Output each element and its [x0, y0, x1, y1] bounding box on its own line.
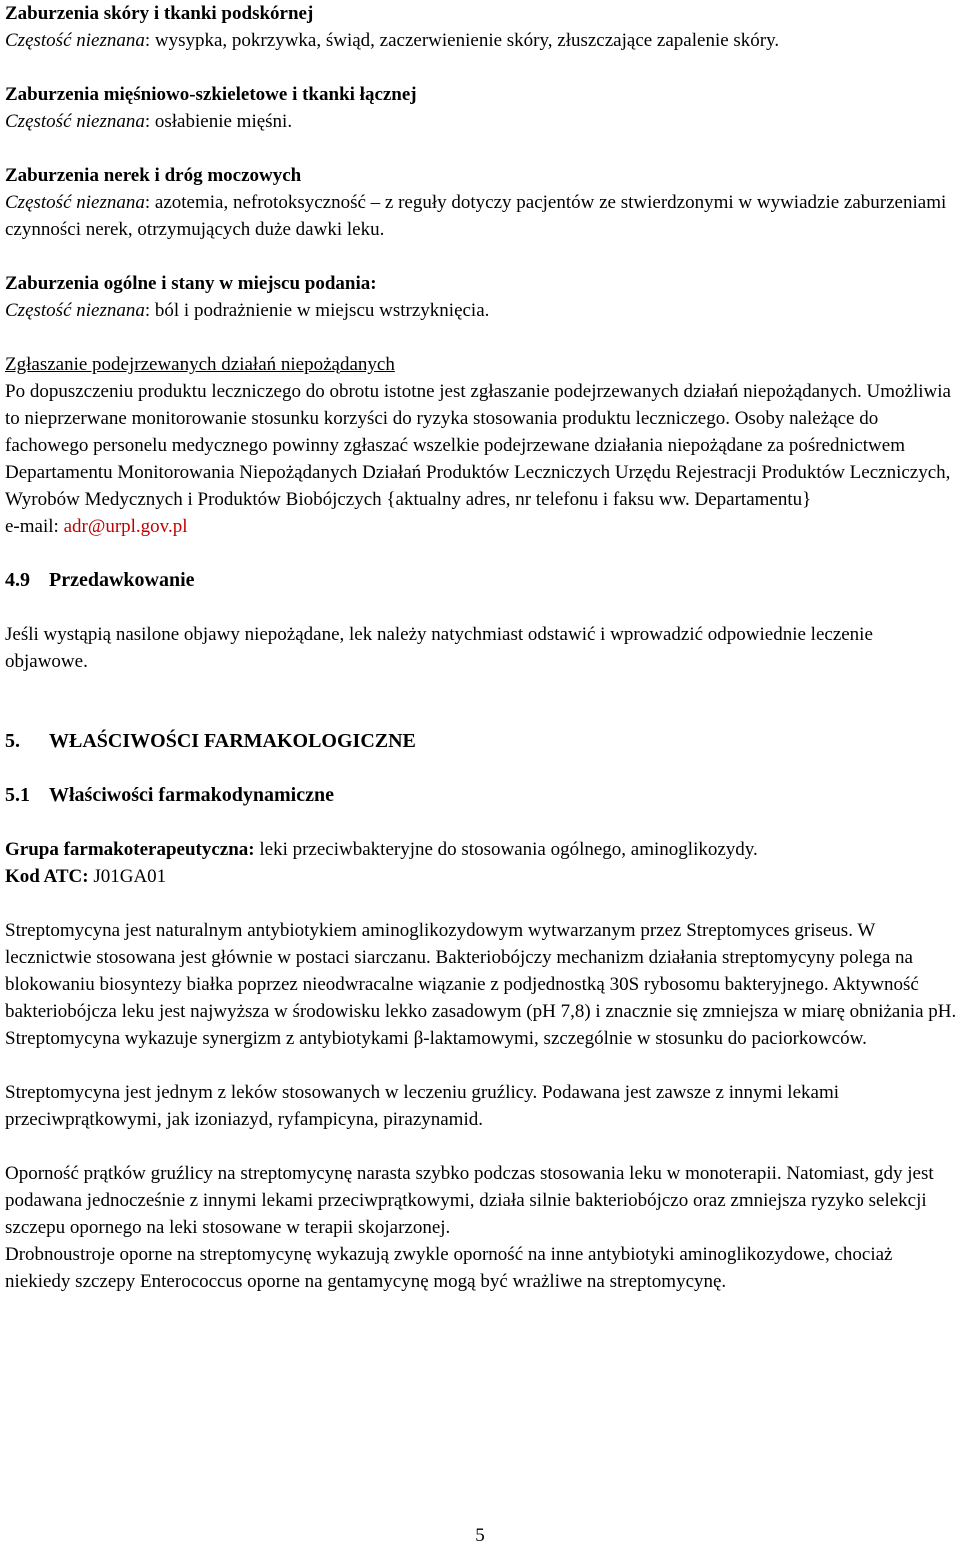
atc-label: Kod ATC:: [5, 866, 89, 887]
pharmacotherapeutic-group: [5, 836, 957, 890]
kidney-section: [5, 162, 957, 243]
skin-section: [5, 0, 957, 54]
kidney-heading: Zaburzenia nerek i dróg moczowych: [5, 165, 302, 186]
kidney-frequency: Częstość nieznana: [5, 192, 145, 213]
section5-title: WŁAŚCIWOŚCI FARMAKOLOGICZNE: [49, 730, 416, 752]
musculo-text: : osłabienie mięśni.: [144, 111, 293, 132]
reporting-text: Po dopuszczeniu produktu leczniczego do obrotu istotne jest zgłaszanie podejrzewanych działań niepożądanych. Umożliwia to nieprzerwane monitorowanie stosunku korzyści do ryzyka stosowania produktu leczniczego. Osoby należące do fachowego personelu medycznego powinny zgłaszać wszelkie podejrzewane działania niepożądane za pośrednictwem Departamentu Monitorowania Niepożądanych Działań Produktów Leczniczych Urzędu Rejestracji Produktów Leczniczych, Wyrobów Medycznych i Produktów Biobójczych {aktualny adres, nr telefonu i faksu ww. Departamentu}: [5, 381, 951, 510]
section5-heading: [5, 728, 957, 755]
musculo-section: [5, 81, 957, 135]
skin-heading: Zaburzenia skóry i tkanki podskórnej: [5, 3, 314, 24]
overdose-title: Przedawkowanie: [49, 569, 195, 591]
general-heading: Zaburzenia ogólne i stany w miejscu podania:: [5, 273, 377, 294]
reporting-heading: Zgłaszanie podejrzewanych działań niepożądanych: [5, 354, 395, 375]
overdose-text: Jeśli wystąpią nasilone objawy niepożądane, lek należy natychmiast odstawić i wprowadzić odpowiednie leczenie objawowe.: [5, 624, 873, 672]
paragraph-tuberculosis: Streptomycyna jest jednym z leków stosowanych w leczeniu gruźlicy. Podawana jest zawsze z innymi lekami przeciwprątkowymi, jak izoniazyd, ryfampicyna, pirazynamid.: [5, 1082, 839, 1130]
general-frequency: Częstość nieznana: [5, 300, 145, 321]
paragraph-cross-resistance: Drobnoustroje oporne na streptomycynę wykazują zwykle oporność na inne antybiotyki aminoglikozydowe, chociaż niekiedy szczepy Enterococcus oporne na gentamycynę mogą być wrażliwe na streptomycynę.: [5, 1244, 893, 1292]
section51-title: Właściwości farmakodynamiczne: [49, 784, 334, 806]
skin-frequency: Częstość nieznana: [5, 30, 145, 51]
section5-number: 5.: [5, 730, 20, 752]
general-text: : ból i podrażnienie w miejscu wstrzyknięcia.: [144, 300, 490, 321]
musculo-heading: Zaburzenia mięśniowo-szkieletowe i tkanki łącznej: [5, 84, 417, 105]
section51-number: 5.1: [5, 784, 30, 806]
reporting-email-label: e-mail:: [5, 516, 64, 537]
group-text: leki przeciwbakteryjne do stosowania ogólnego, aminoglikozydy.: [254, 839, 758, 860]
kidney-text: : azotemia, nefrotoksyczność – z reguły dotyczy pacjentów ze stwierdzonymi w wywiadzie zaburzeniami czynności nerek, otrzymujących duże dawki leku.: [5, 192, 947, 240]
section51-heading: [5, 782, 957, 809]
overdose-number: 4.9: [5, 569, 30, 591]
skin-text: : wysypka, pokrzywka, świąd, zaczerwienienie skóry, złuszczające zapalenie skóry.: [144, 30, 780, 51]
document-page: [5, 0, 957, 1295]
paragraph-mechanism: Streptomycyna jest naturalnym antybiotykiem aminoglikozydowym wytwarzanym przez Streptomyces griseus. W lecznictwie stosowana jest głównie w postaci siarczanu. Bakteriobójczy mechanizm działania streptomycyny polega na blokowaniu biosyntezy białka poprzez nieodwracalne wiązanie z podjednostką 30S rybosomu bakteryjnego. Aktywność bakteriobójcza leku jest najwyższa w środowisku lekko zasadowym (pH 7,8) i znacznie się zmniejsza w miarę obniżania pH. Streptomycyna wykazuje synergizm z antybiotykami β-laktamowymi, szczególnie w stosunku do paciorkowców.: [5, 920, 957, 1049]
general-section: [5, 270, 957, 324]
musculo-frequency: Częstość nieznana: [5, 111, 145, 132]
group-label: Grupa farmakoterapeutyczna:: [5, 839, 255, 860]
overdose-heading: [5, 567, 957, 594]
reporting-section: [5, 351, 957, 540]
page-number: 5: [475, 1525, 485, 1546]
paragraph-resistance: Oporność prątków gruźlicy na streptomycynę narasta szybko podczas stosowania leku w monoterapii. Natomiast, gdy jest podawana jednocześnie z innymi lekami przeciwprątkowymi, działa silnie bakteriobójczo oraz zmniejsza ryzyko selekcji szczepu opornego na leki stosowane w terapii skojarzonej.: [5, 1163, 934, 1238]
atc-text: J01GA01: [88, 866, 167, 887]
reporting-email-link[interactable]: adr@urpl.gov.pl: [63, 516, 188, 537]
